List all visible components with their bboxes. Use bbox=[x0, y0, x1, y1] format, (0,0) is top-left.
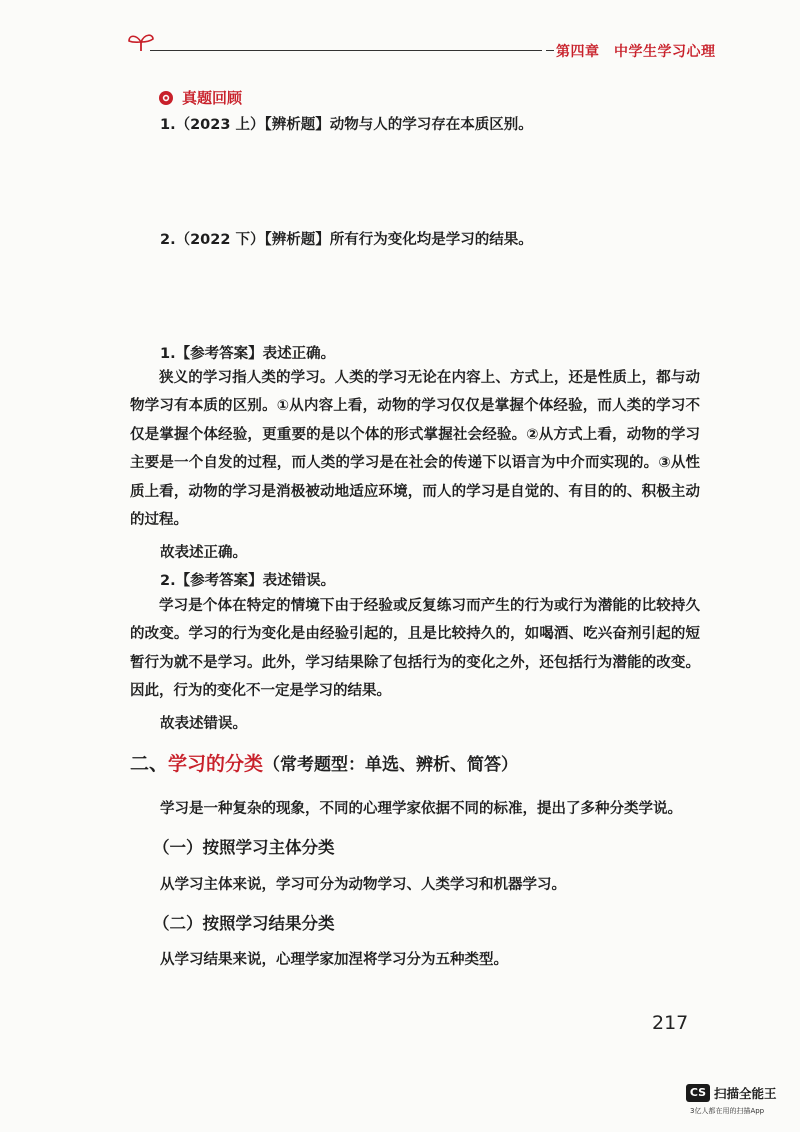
subsection-2-body: 从学习结果来说，心理学家加涅将学习分为五种类型。 bbox=[160, 952, 508, 968]
subsection-2-title: 按照学习结果分类 bbox=[202, 914, 335, 933]
section-2-title: 学习的分类 bbox=[168, 753, 264, 775]
question-1: 1.（2023 上）【辨析题】动物与人的学习存在本质区别。 bbox=[160, 117, 533, 133]
subsection-2-heading bbox=[153, 910, 335, 934]
section-2-note: （常考题型：单选、辨析、简答） bbox=[263, 755, 519, 775]
answer-2-conclusion: 故表述错误。 bbox=[160, 716, 247, 732]
sprout-icon bbox=[126, 30, 156, 52]
answer-1-head: 1.【参考答案】表述正确。 bbox=[160, 346, 336, 362]
subsection-2-num: （二） bbox=[153, 914, 203, 933]
answer-2-head: 2.【参考答案】表述错误。 bbox=[160, 573, 336, 589]
subsection-1-body: 从学习主体来说，学习可分为动物学习、人类学习和机器学习。 bbox=[160, 877, 566, 893]
subsection-1-num: （一） bbox=[153, 838, 203, 857]
camscanner-logo-icon: CS bbox=[686, 1084, 710, 1102]
section-2-intro: 学习是一种复杂的现象，不同的心理学家依据不同的标准，提出了多种分类学说。 bbox=[160, 801, 682, 817]
answer-1-conclusion: 故表述正确。 bbox=[160, 545, 247, 561]
section-2-prefix: 二、 bbox=[130, 753, 169, 775]
header-rule-accent bbox=[546, 50, 554, 51]
header-rule bbox=[150, 50, 542, 51]
subsection-1-title: 按照学习主体分类 bbox=[202, 838, 335, 857]
answer-2-body: 学习是个体在特定的情境下由于经验或反复练习而产生的行为或行为潜能的比较持久的改变。学习的行为变化是由经验引起的，且是比较持久的，如喝酒、吃兴奋剂引起的短暂行为就不是学习。此外，学习结果除了包括行为的变化之外，还包括行为潜能的改变。因此，行为的变化不一定是学习的结果。 bbox=[130, 598, 700, 700]
camscanner-tagline: 3亿人都在用的扫描App bbox=[690, 1107, 765, 1115]
subsection-1-heading bbox=[153, 834, 335, 858]
answer-1-body: 狭义的学习指人类的学习。人类的学习无论在内容上、方式上，还是性质上，都与动物学习有本质的区别。①从内容上看，动物的学习仅仅是掌握个体经验，而人类的学习不仅是掌握个体经验，更重要的是以个体的形式掌握社会经验。②从方式上看，动物的学习主要是一个自发的过程，而人类的学习是在社会的传递下以语言为中介而实现的。③从性质上看，动物的学习是消极被动地适应环境，而人的学习是自觉的、有目的的、积极主动的过程。 bbox=[130, 370, 700, 529]
chapter-title: 第四章 中学生学习心理 bbox=[556, 44, 716, 60]
camscanner-app-name: 扫描全能王 bbox=[714, 1086, 777, 1101]
sun-icon bbox=[158, 90, 174, 106]
page-number: 217 bbox=[652, 1012, 689, 1034]
review-title: 真题回顾 bbox=[182, 89, 243, 107]
section-2-heading bbox=[130, 749, 518, 776]
question-2: 2.（2022 下）【辨析题】所有行为变化均是学习的结果。 bbox=[160, 232, 533, 248]
